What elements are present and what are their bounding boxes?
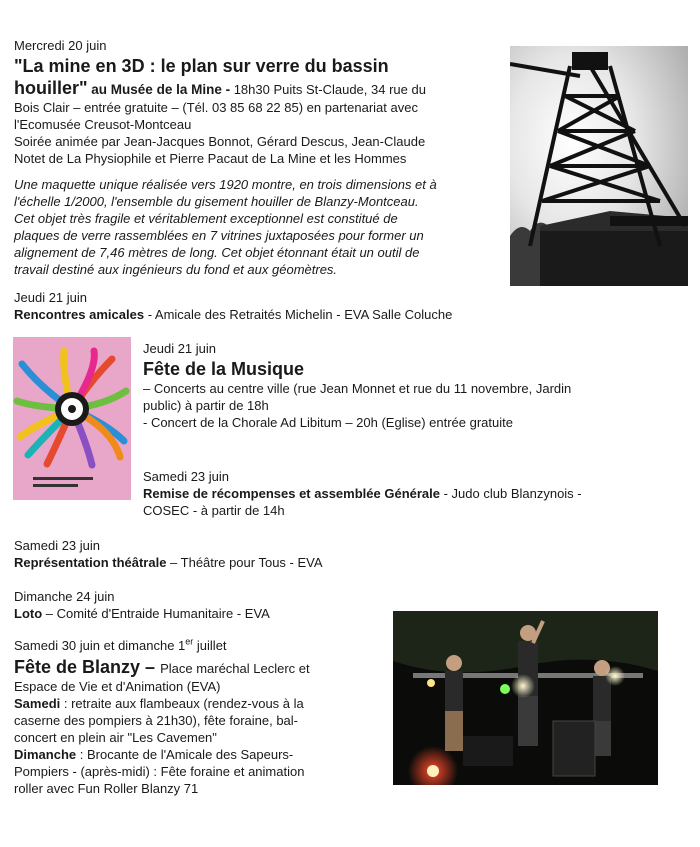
desc-line: plaques de verre rassemblées en 7 vitrines juxtaposées pour former un <box>14 228 424 243</box>
event-rencontres-amicales <box>14 289 614 323</box>
event-title: "La mine en 3D : le plan sur verre du bassin <box>14 56 389 76</box>
event-fete-musique <box>143 340 693 431</box>
event-date: Jeudi 21 juin <box>14 290 87 305</box>
mine-headframe-image <box>510 46 688 286</box>
event-dimanche <box>14 746 389 763</box>
fete-de-la-musique-poster <box>13 337 131 500</box>
event-judo-club <box>143 468 693 519</box>
event-line: - Concert de la Chorale Ad Libitum – 20h (Eglise) entrée gratuite <box>143 415 513 430</box>
event-title-line <box>14 656 389 678</box>
desc-line: Une maquette unique réalisée vers 1920 montre, en trois dimensions et à <box>14 177 437 192</box>
event-details-c: l'Ecomusée Creusot-Montceau <box>14 117 192 132</box>
event-rest: - Judo club Blanzynois - <box>440 486 582 501</box>
concert-image <box>393 611 658 785</box>
event-rest: – Théâtre pour Tous - EVA <box>166 555 323 570</box>
event-place: Place maréchal Leclerc et <box>160 661 310 676</box>
event-soiree-a: Soirée animée par Jean-Jacques Bonnot, Gérard Descus, Jean-Claude <box>14 134 426 149</box>
concert-band-photo <box>393 611 658 785</box>
event-date: Dimanche 24 juin <box>14 589 115 604</box>
event-samedi-b: caserne des pompiers à 21h30), fête foraine, bal- <box>14 713 299 728</box>
event-date: Samedi 23 juin <box>143 469 229 484</box>
samedi-text: : retraite aux flambeaux (rendez-vous à la <box>60 696 304 711</box>
event-theatre <box>14 537 614 571</box>
event-description <box>14 176 504 278</box>
event-fete-blanzy <box>14 637 389 797</box>
mine-headframe-photo <box>510 46 688 286</box>
event-details: 18h30 Puits St-Claude, 34 rue du <box>230 82 426 97</box>
desc-line: travail destiné aux ingénieurs du fond et aux géomètres. <box>14 262 338 277</box>
samedi-label: Samedi <box>14 696 61 711</box>
event-title: Représentation théâtrale <box>14 555 167 570</box>
event-line: – Concerts au centre ville (rue Jean Monnet et rue du 11 novembre, Jardin <box>143 381 572 396</box>
event-samedi <box>14 695 389 712</box>
event-venue: au Musée de la Mine - <box>87 82 231 97</box>
event-line <box>14 306 614 323</box>
poster-image <box>13 337 131 500</box>
event-dimanche-c: roller avec Fun Roller Blanzy 71 <box>14 781 199 796</box>
event-samedi-c: concert en plein air "Les Cavemen" <box>14 730 217 745</box>
desc-line: l'échelle 1/2000, l'ensemble du gisement houiller de Blanzy-Montceau. <box>14 194 419 209</box>
event-date-sup: er <box>185 636 194 647</box>
event-date <box>14 637 389 654</box>
event-date-text-end: juillet <box>193 638 227 653</box>
event-title: Rencontres amicales <box>14 307 145 322</box>
event-title: Loto <box>14 606 43 621</box>
dimanche-label: Dimanche <box>14 747 77 762</box>
event-line: COSEC - à partir de 14h <box>143 503 285 518</box>
event-date-text: Samedi 30 juin et dimanche 1 <box>14 638 186 653</box>
event-line <box>143 485 693 502</box>
event-date: Samedi 23 juin <box>14 538 100 553</box>
event-soiree-b: Notet de La Physiophile et Pierre Pacaut de La Mine et les Hommes <box>14 151 407 166</box>
event-date: Mercredi 20 juin <box>14 38 107 53</box>
event-title: Fête de Blanzy – <box>14 657 161 677</box>
desc-line: alignement de 7,46 mètres de long. Cet objet étonnant était un outil de <box>14 245 420 260</box>
event-line <box>14 554 614 571</box>
event-title-cont: houiller" <box>14 78 88 98</box>
dimanche-text: : Brocante de l'Amicale des Sapeurs- <box>76 747 294 762</box>
event-rest: – Comité d'Entraide Humanitaire - EVA <box>42 606 270 621</box>
event-dimanche-b: Pompiers - (après-midi) : Fête foraine et animation <box>14 764 305 779</box>
event-details-b: Bois Clair – entrée gratuite – (Tél. 03 85 68 22 85) en partenariat avec <box>14 100 418 115</box>
desc-line: Cet objet très fragile et véritablement exceptionnel est constitué de <box>14 211 398 226</box>
event-place-b: Espace de Vie et d'Animation (EVA) <box>14 679 221 694</box>
event-musee-mine <box>14 37 504 278</box>
event-line: public) à partir de 18h <box>143 398 269 413</box>
event-date: Jeudi 21 juin <box>143 341 216 356</box>
event-title-line2 <box>14 77 504 99</box>
event-title: Remise de récompenses et assemblée Générale <box>143 486 440 501</box>
event-title: Fête de la Musique <box>143 359 305 379</box>
event-rest: - Amicale des Retraités Michelin - EVA Salle Coluche <box>144 307 453 322</box>
